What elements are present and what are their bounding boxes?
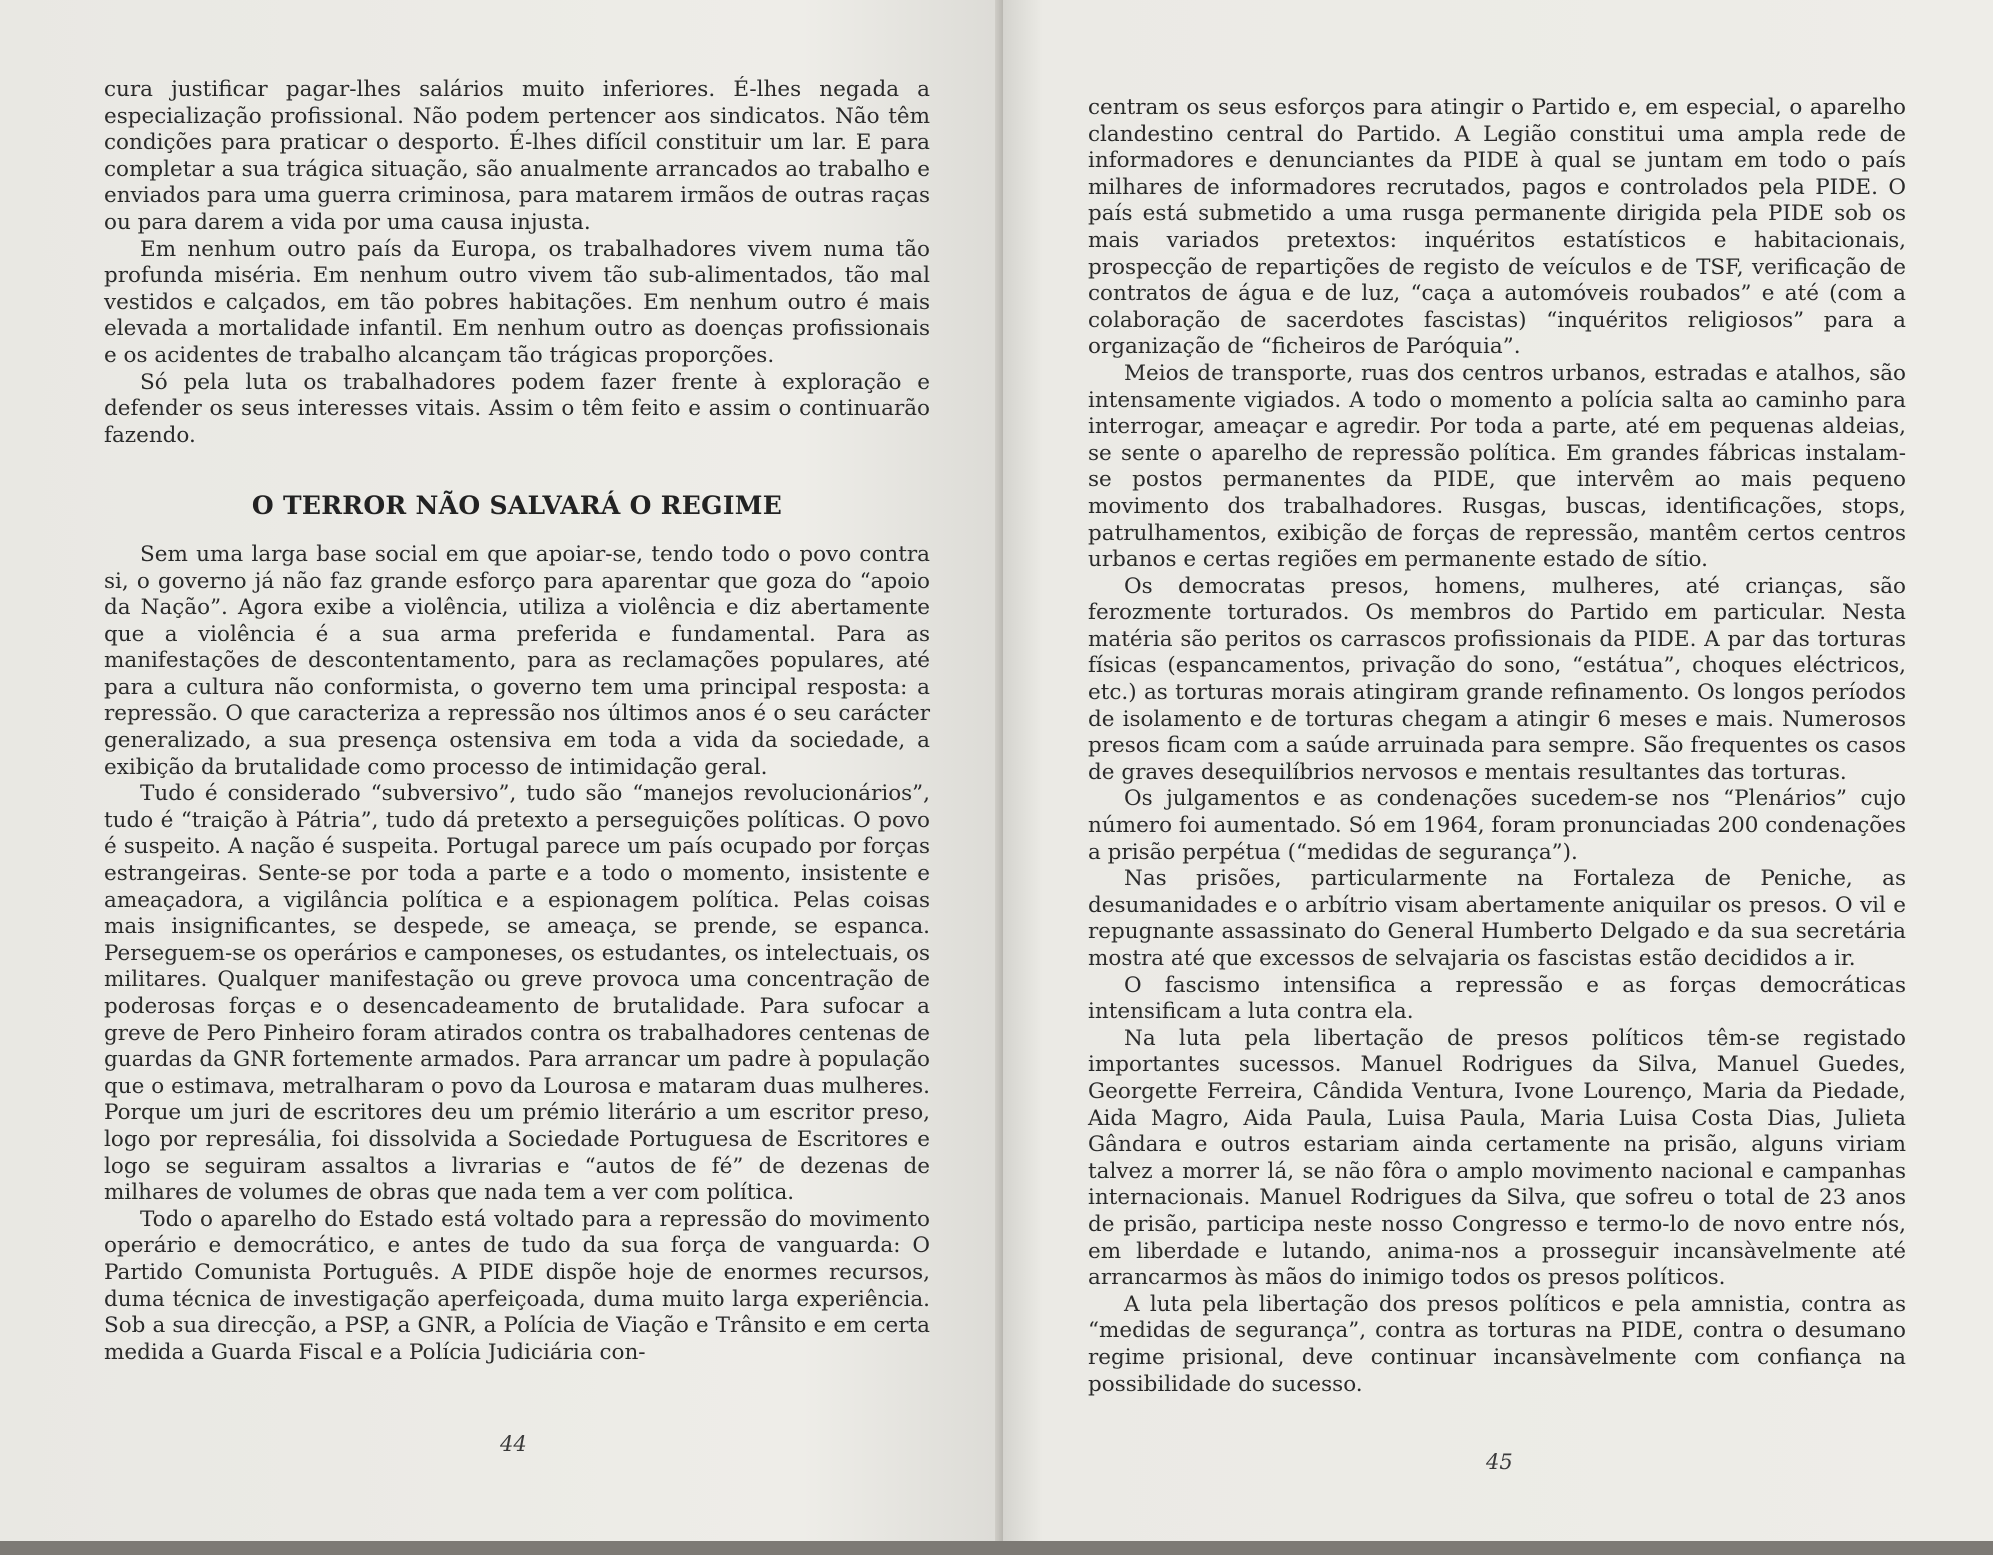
left-text-column — [104, 77, 930, 1366]
paragraph: Tudo é considerado “subversivo”, tudo são “manejos revolucionários”, tudo é “traição à Pátria”, tudo dá pretexto a perseguições políticas. O povo é suspeito. A nação é suspeita. Portugal parece um país ocupado por forças estrangeiras. Sente-se por toda a parte e a todo o momento, insistente e ameaçadora, a vigilância política e a espionagem política. Pelas coisas mais insignificantes, se despede, se ameaça, se prende, se espanca. Perseguem-se os operários e camponeses, os estudantes, os intelectuais, os militares. Qualquer manifestação ou greve provoca uma concentração de poderosas forças e o desencadeamento de brutalidade. Para sufocar a greve de Pero Pinheiro foram atirados contra os trabalhadores centenas de guardas da GNR fortemente armados. Para arrancar um padre à população que o estimava, metralharam o povo da Lourosa e mataram duas mulheres. Porque um juri de escritores deu um prémio literário a um escritor preso, logo por represália, foi dissolvida a Sociedade Portuguesa de Escritores e logo se seguiram assaltos a livrarias e “autos de fé” de dezenas de milhares de volumes de obras que nada tem a ver com política. — [104, 781, 930, 1206]
page-bottom-edge — [0, 1541, 1993, 1555]
paragraph: cura justificar pagar-lhes salários muito inferiores. É-lhes negada a especialização profissional. Não podem pertencer aos sindicatos. Não têm condições para praticar o desporto. É-lhes difícil constituir um lar. E para completar a sua trágica situação, são anualmente arrancados ao trabalho e enviados para uma guerra criminosa, para matarem irmãos de outras raças ou para darem a vida por uma causa injusta. — [104, 77, 930, 235]
page-number: 45 — [1486, 1450, 1513, 1474]
paragraph: Só pela luta os trabalhadores podem fazer frente à exploração e defender os seus interesses vitais. Assim o têm feito e assim o continuarão fazendo. — [104, 369, 930, 448]
right-page — [1003, 0, 1993, 1555]
paragraph: Nas prisões, particularmente na Fortaleza de Peniche, as desumanidades e o arbítrio visam abertamente aniquilar os presos. O vil e repugnante assassinato do General Humberto Delgado e da sua secretária mostra até que excessos de selvajaria os fascistas estão decididos a ir. — [1088, 866, 1906, 971]
page-number: 44 — [500, 1432, 527, 1456]
paragraph: A luta pela libertação dos presos políticos e pela amnistia, contra as “medidas de segurança”, contra as torturas na PIDE, contra o desumano regime prisional, deve continuar incansàvelmente com confiança na possibilidade do sucesso. — [1088, 1291, 1906, 1397]
paragraph: Na luta pela libertação de presos políticos têm-se registado importantes sucessos. Manuel Rodrigues da Silva, Manuel Guedes, Georgette Ferreira, Cândida Ventura, Ivone Lourenço, Maria da Piedade, Aida Magro, Aida Paula, Luisa Paula, Maria Luisa Costa Dias, Julieta Gândara e outros estariam ainda certamente na prisão, alguns viriam talvez a morrer lá, se não fôra o amplo movimento nacional e campanhas internacionais. Manuel Rodrigues da Silva, que sofreu o total de 23 anos de prisão, participa neste nosso Congresso e termo-lo de novo entre nós, em liberdade e lutando, anima-nos a prosseguir incansàvelmente até arrancarmos às mãos do inimigo todos os presos políticos. — [1088, 1025, 1906, 1291]
right-text-column — [1088, 95, 1906, 1398]
paragraph: centram os seus esforços para atingir o Partido e, em especial, o aparelho clandestino central do Partido. A Legião constitui uma ampla rede de informadores e denunciantes da PIDE à qual se juntam em todo o país milhares de informadores recrutados, pagos e controlados pela PIDE. O país está submetido a uma rusga permanente dirigida pela PIDE sob os mais variados pretextos: inquéritos estatísticos e habitacionais, prospecção de repartições de registo de veículos e de TSF, verificação de contratos de água e de luz, “caça a automóveis roubados” e até (com a colaboração de sacerdotes fascistas) “inquéritos religiosos” para a organização de “ficheiros de Paróquia”. — [1088, 95, 1906, 360]
paragraph: Os julgamentos e as condenações sucedem-se nos “Plenários” cujo número foi aumentado. Só em 1964, foram pronunciadas 200 condenações a prisão perpétua (“medidas de segurança”). — [1088, 786, 1906, 865]
paragraph: Todo o aparelho do Estado está voltado para a repressão do movimento operário e democrático, e antes de tudo da sua força de vanguarda: O Partido Comunista Português. A PIDE dispõe hoje de enormes recursos, duma técnica de investigação aperfeiçoada, duma muito larga experiência. Sob a sua direcção, a PSP, a GNR, a Polícia de Viação e Trânsito e em certa medida a Guarda Fiscal e a Polícia Judiciária con- — [104, 1206, 930, 1365]
paragraph: O fascismo intensifica a repressão e as forças democráticas intensificam a luta contra ela. — [1088, 972, 1906, 1025]
section-heading: O TERROR NÃO SALVARÁ O REGIME — [251, 491, 783, 521]
paragraph: Sem uma larga base social em que apoiar-se, tendo todo o povo contra si, o governo já não faz grande esforço para aparentar que goza do “apoio da Nação”. Agora exibe a violência, utiliza a violência e diz abertamente que a violência é a sua arma preferida e fundamental. Para as manifestações de descontentamento, para as reclamações populares, até para a cultura não conformista, o governo tem uma principal resposta: a repressão. O que caracteriza a repressão nos últimos anos é o seu carácter generalizado, a sua presença ostensiva em toda a vida da sociedade, a exibição da brutalidade como processo de intimidação geral. — [104, 541, 930, 780]
paragraph: Meios de transporte, ruas dos centros urbanos, estradas e atalhos, são intensamente vigiados. A todo o momento a polícia salta ao caminho para interrogar, ameaçar e agredir. Por toda a parte, até em pequenas aldeias, se sente o aparelho de repressão política. Em grandes fábricas instalam-se postos permanentes da PIDE, que intervêm ao mais pequeno movimento dos trabalhadores. Rusgas, buscas, identificações, stops, patrulhamentos, exibição de forças de repressão, mantêm certos centros urbanos e certas regiões em permanente estado de sítio. — [1088, 360, 1906, 573]
paragraph: Os democratas presos, homens, mulheres, até crianças, são ferozmente torturados. Os membros do Partido em particular. Nesta matéria são peritos os carrascos profissionais da PIDE. A par das torturas físicas (espancamentos, privação do sono, “estátua”, choques eléctricos, etc.) as torturas morais atingiram grande refinamento. Os longos períodos de isolamento e de torturas chegam a atingir 6 meses e mais. Numerosos presos ficam com a saúde arruinada para sempre. São frequentes os casos de graves desequilíbrios nervosos e mentais resultantes das torturas. — [1088, 573, 1906, 785]
paragraph: Em nenhum outro país da Europa, os trabalhadores vivem numa tão profunda miséria. Em nenhum outro vivem tão sub-alimentados, tão mal vestidos e calçados, em tão pobres habitações. Em nenhum outro é mais elevada a mortalidade infantil. Em nenhum outro as doenças profissionais e os acidentes de trabalho alcançam tão trágicas proporções. — [104, 236, 930, 368]
